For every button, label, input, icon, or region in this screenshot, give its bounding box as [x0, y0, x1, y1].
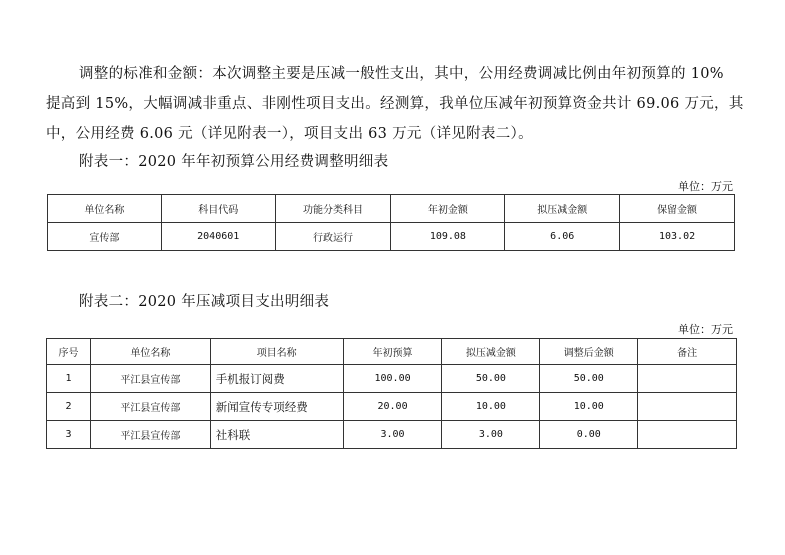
table1-header-cell: 保留金额	[620, 195, 735, 223]
table2-cell-project: 社科联	[210, 421, 343, 449]
table1-cell-subject: 行政运行	[275, 223, 391, 251]
table2-unit: 单位：万元	[678, 323, 733, 336]
table2-cell-unit: 平江县宣传部	[90, 365, 210, 393]
table-row	[47, 365, 737, 393]
table1-header-cell: 拟压减金额	[505, 195, 620, 223]
table2-cell-reduction: 3.00	[442, 421, 540, 449]
table2-header-cell: 序号	[47, 339, 91, 365]
table2-cell-reduction: 50.00	[442, 365, 540, 393]
table2-header-row	[47, 339, 737, 365]
table1-cell-unit: 宣传部	[48, 223, 162, 251]
table1-cell-retained: 103.02	[620, 223, 735, 251]
table2-header-cell: 拟压减金额	[442, 339, 540, 365]
table2-cell-index: 2	[47, 393, 91, 421]
table2-cell-note	[638, 393, 737, 421]
paragraph-line-1: 调整的标准和金额：本次调整主要是压减一般性支出，其中，公用经费调减比例由年初预算的 10%	[79, 66, 724, 82]
table1	[47, 194, 735, 251]
table2-cell-adjusted: 50.00	[540, 365, 638, 393]
table2-header-cell: 项目名称	[210, 339, 343, 365]
table2-cell-initial: 20.00	[343, 393, 442, 421]
table2-cell-adjusted: 10.00	[540, 393, 638, 421]
table1-cell-code: 2040601	[161, 223, 275, 251]
table2-header-cell: 单位名称	[90, 339, 210, 365]
table-row	[48, 223, 735, 251]
table2	[46, 338, 737, 449]
table2-header-cell: 年初预算	[343, 339, 442, 365]
table2-cell-note	[638, 421, 737, 449]
table1-cell-reduction: 6.06	[505, 223, 620, 251]
table2-cell-unit: 平江县宣传部	[90, 393, 210, 421]
paragraph-line-3: 中，公用经费 6.06 元（详见附表一），项目支出 63 万元（详见附表二）。	[46, 126, 533, 142]
table2-cell-note	[638, 365, 737, 393]
table2-header-cell: 调整后金额	[540, 339, 638, 365]
table2-cell-index: 1	[47, 365, 91, 393]
table1-header-cell: 年初金额	[391, 195, 505, 223]
table2-cell-project: 新闻宣传专项经费	[210, 393, 343, 421]
table1-title: 附表一：2020 年年初预算公用经费调整明细表	[79, 154, 389, 170]
table-row	[47, 421, 737, 449]
table2-cell-reduction: 10.00	[442, 393, 540, 421]
table2-cell-adjusted: 0.00	[540, 421, 638, 449]
table1-header-cell: 单位名称	[48, 195, 162, 223]
table1-header-cell: 科目代码	[161, 195, 275, 223]
table-row	[47, 393, 737, 421]
table1-header-cell: 功能分类科目	[275, 195, 391, 223]
table2-title: 附表二：2020 年压减项目支出明细表	[79, 294, 330, 310]
table2-cell-index: 3	[47, 421, 91, 449]
table2-cell-unit: 平江县宣传部	[90, 421, 210, 449]
table2-cell-initial: 3.00	[343, 421, 442, 449]
paragraph-line-2: 提高到 15%，大幅调减非重点、非刚性项目支出。经测算，我单位压减年初预算资金共计 69.06 万元，其	[46, 96, 744, 112]
table1-unit: 单位：万元	[678, 180, 733, 193]
table2-cell-project: 手机报订阅费	[210, 365, 343, 393]
table1-header-row	[48, 195, 735, 223]
table1-cell-initial: 109.08	[391, 223, 505, 251]
table2-header-cell: 备注	[638, 339, 737, 365]
table2-cell-initial: 100.00	[343, 365, 442, 393]
